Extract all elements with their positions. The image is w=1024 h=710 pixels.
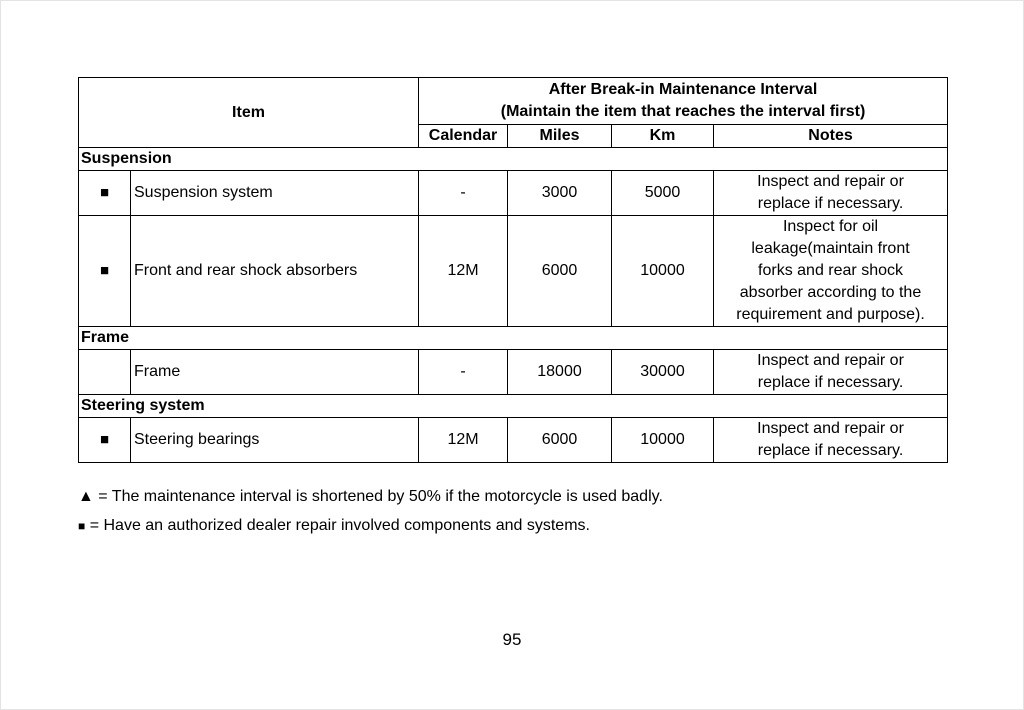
notes-line: absorber according to the [739,284,922,301]
notes-line: forks and rear shock [758,262,903,279]
triangle-icon: ▲ [78,488,94,505]
page-number: 95 [502,630,522,649]
row-calendar: - [419,171,508,216]
header-interval-subtitle: (Maintain the item that reaches the interval first) [500,103,866,120]
row-miles: 3000 [508,171,612,216]
row-item: Frame [131,350,419,395]
dealer-repair-mark [79,350,131,395]
header-interval [419,78,948,125]
header-notes: Notes [714,125,948,148]
notes-line: Inspect and repair or [757,173,904,190]
notes-line: Inspect and repair or [757,352,904,369]
legend-triangle [78,487,663,507]
row-calendar: 12M [419,418,508,463]
row-km: 30000 [612,350,714,395]
header-interval-title: After Break-in Maintenance Interval [548,81,818,98]
header-item: Item [79,78,419,148]
notes-line: Inspect for oil [782,218,879,235]
table-row [79,350,948,395]
row-km: 10000 [612,216,714,327]
notes-line: replace if necessary. [757,374,904,391]
row-calendar: 12M [419,216,508,327]
notes-line: leakage(maintain front [751,240,910,257]
row-notes [714,418,948,463]
notes-line: Inspect and repair or [757,420,904,437]
row-notes [714,171,948,216]
notes-line: requirement and purpose). [736,306,925,323]
section-frame: Frame [79,327,948,350]
square-icon: ■ [78,519,86,533]
row-miles: 6000 [508,418,612,463]
row-km: 5000 [612,171,714,216]
table-row [79,216,948,327]
legend-text: = The maintenance interval is shortened by 50% if the motorcycle is used badly. [93,488,663,505]
row-item: Front and rear shock absorbers [131,216,419,327]
dealer-repair-mark: ■ [79,171,131,216]
notes-line: replace if necessary. [757,195,904,212]
row-notes [714,216,948,327]
row-km: 10000 [612,418,714,463]
maintenance-table [78,77,948,463]
notes-line: replace if necessary. [757,442,904,459]
header-calendar: Calendar [419,125,508,148]
dealer-repair-mark: ■ [79,418,131,463]
section-steering-system: Steering system [79,395,948,418]
row-notes [714,350,948,395]
legend-text: = Have an authorized dealer repair involved components and systems. [85,517,590,534]
row-item: Steering bearings [131,418,419,463]
header-miles: Miles [508,125,612,148]
row-item: Suspension system [131,171,419,216]
row-calendar: - [419,350,508,395]
table-row [79,418,948,463]
section-suspension: Suspension [79,148,948,171]
table-row [79,171,948,216]
row-miles: 18000 [508,350,612,395]
dealer-repair-mark: ■ [79,216,131,327]
header-km: Km [612,125,714,148]
row-miles: 6000 [508,216,612,327]
legend-square [78,516,590,536]
